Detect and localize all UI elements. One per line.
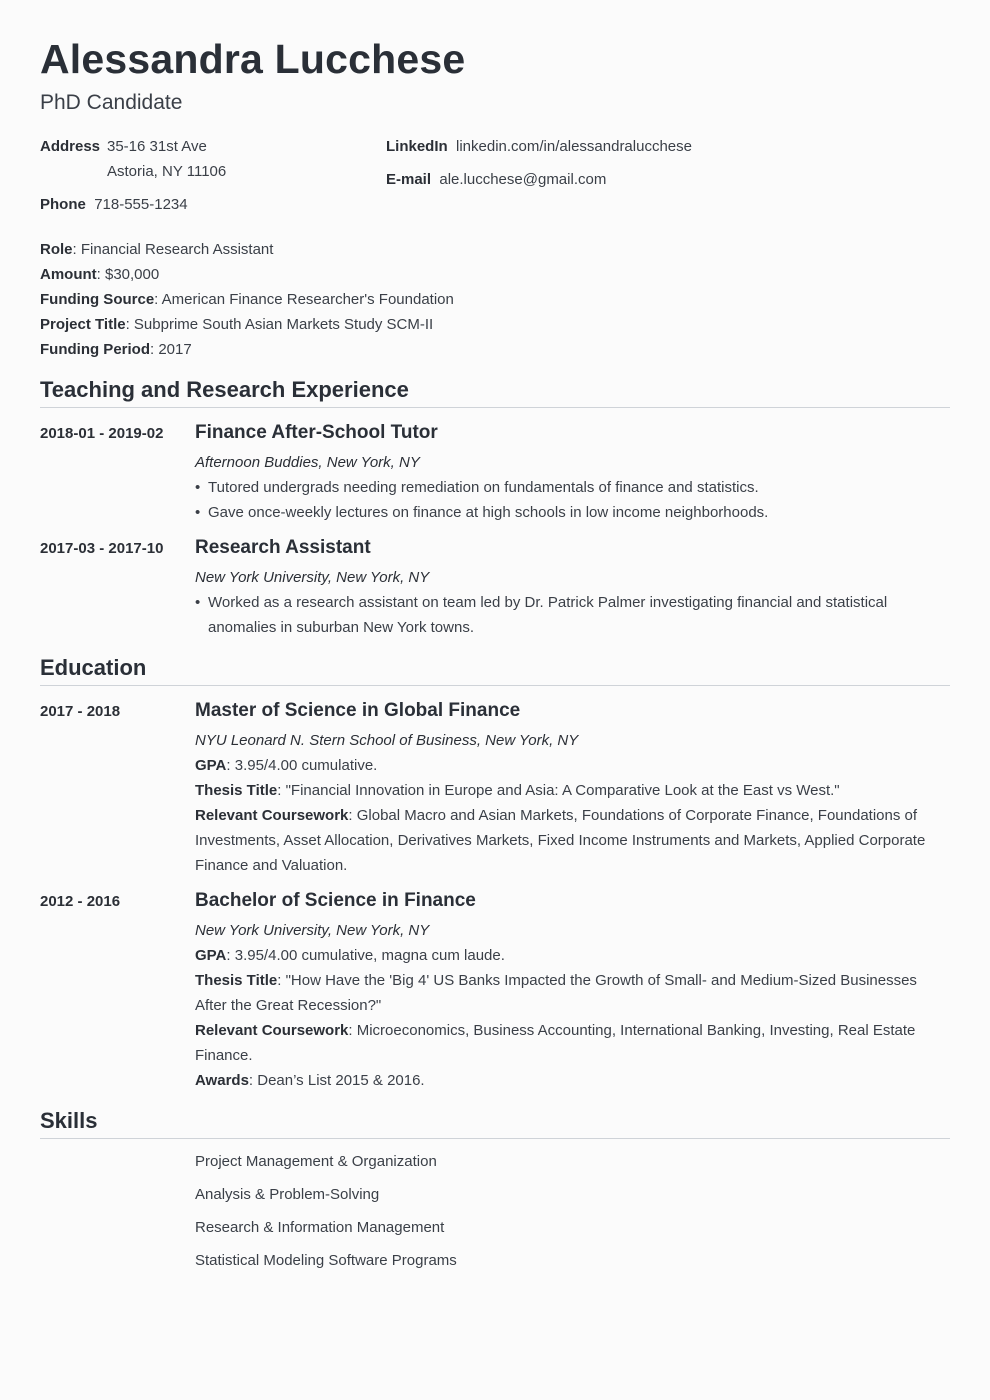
- skill-item: Project Management & Organization: [195, 1153, 437, 1170]
- education-detail: GPA: 3.95/4.00 cumulative.: [195, 757, 378, 774]
- phone-value: 718-555-1234: [94, 196, 188, 213]
- job-dates: 2017-03 - 2017-10: [40, 540, 164, 557]
- job-organization: New York University, New York, NY: [195, 569, 430, 586]
- education-details: [195, 753, 940, 878]
- job-organization: Afternoon Buddies, New York, NY: [195, 454, 420, 471]
- phone-block: [40, 192, 188, 217]
- candidate-name: Alessandra Lucchese: [40, 36, 466, 82]
- email-link[interactable]: ale.lucchese@gmail.com: [439, 171, 607, 188]
- phone-label: Phone: [40, 196, 86, 213]
- bullet-icon: •: [195, 594, 201, 611]
- education-detail: Relevant Coursework: Microeconomics, Business Accounting, International Banking, Investing, Real Estate Finance.: [195, 1022, 916, 1064]
- funding-label: Role: [40, 241, 73, 258]
- degree-title: Master of Science in Global Finance: [195, 700, 521, 721]
- job-bullet: [195, 475, 940, 500]
- education-dates: 2012 - 2016: [40, 893, 121, 910]
- funding-value: : Subprime South Asian Markets Study SCM-II: [125, 316, 434, 333]
- school-name: New York University, New York, NY: [195, 922, 430, 939]
- education-dates: 2017 - 2018: [40, 703, 121, 720]
- funding-label: Project Title: [40, 316, 126, 333]
- bullet-icon: •: [195, 479, 201, 496]
- funding-item: [40, 262, 159, 287]
- address-line2: Astoria, NY 11106: [107, 163, 227, 180]
- skills-heading: Skills: [40, 1108, 98, 1133]
- degree-title: Bachelor of Science in Finance: [195, 890, 476, 911]
- bullet-icon: •: [195, 504, 201, 521]
- section-divider: [40, 685, 950, 686]
- address-block: [40, 134, 100, 159]
- education-details: [195, 943, 940, 1093]
- email-label: E-mail: [386, 171, 432, 188]
- funding-item: [40, 237, 273, 262]
- address-line1: 35-16 31st Ave: [107, 138, 207, 155]
- experience-heading: Teaching and Research Experience: [40, 377, 409, 402]
- education-detail: Awards: Dean’s List 2015 & 2016.: [195, 1072, 425, 1089]
- linkedin-link[interactable]: linkedin.com/in/alessandralucchese: [456, 138, 692, 155]
- funding-value: : 2017: [150, 341, 192, 358]
- funding-value: : Financial Research Assistant: [72, 241, 274, 258]
- funding-label: Amount: [40, 266, 97, 283]
- linkedin-block: [386, 134, 692, 159]
- skill-item: Statistical Modeling Software Programs: [195, 1252, 457, 1269]
- education-detail: GPA: 3.95/4.00 cumulative, magna cum laude.: [195, 947, 505, 964]
- job-dates: 2018-01 - 2019-02: [40, 425, 164, 442]
- education-detail: Thesis Title: "Financial Innovation in Europe and Asia: A Comparative Look at the East vs West.": [195, 782, 840, 799]
- job-bullet: [195, 590, 940, 640]
- funding-item: [40, 337, 192, 362]
- education-detail: Relevant Coursework: Global Macro and Asian Markets, Foundations of Corporate Finance, Foundations of Investments, Asset Allocation, Derivatives Markets, Fixed Income Instruments and Markets, Applied Corporate Finance and Valuation.: [195, 807, 926, 874]
- funding-item: [40, 312, 433, 337]
- skill-item: Research & Information Management: [195, 1219, 445, 1236]
- job-bullet-text: Tutored undergrads needing remediation on fundamentals of finance and statistics.: [208, 479, 759, 496]
- funding-label: Funding Source: [40, 291, 155, 308]
- section-divider: [40, 407, 950, 408]
- job-bullet-text: Gave once-weekly lectures on finance at high schools in low income neighborhoods.: [208, 504, 769, 521]
- funding-item: [40, 287, 454, 312]
- funding-value: : American Finance Researcher's Foundation: [154, 291, 454, 308]
- education-heading: Education: [40, 655, 147, 680]
- education-detail: Thesis Title: "How Have the 'Big 4' US Banks Impacted the Growth of Small- and Medium-Sized Businesses After the Great Recession?": [195, 972, 917, 1014]
- funding-value: : $30,000: [96, 266, 160, 283]
- funding-label: Funding Period: [40, 341, 150, 358]
- email-block: [386, 167, 606, 192]
- candidate-title: PhD Candidate: [40, 91, 183, 114]
- job-bullet-text: Worked as a research assistant on team led by Dr. Patrick Palmer investigating financial and statistical anomalies in suburban New York towns.: [208, 594, 888, 636]
- address-label: Address: [40, 138, 101, 155]
- job-title: Finance After-School Tutor: [195, 422, 438, 443]
- job-bullet: [195, 500, 940, 525]
- job-title: Research Assistant: [195, 537, 371, 558]
- school-name: NYU Leonard N. Stern School of Business, New York, NY: [195, 732, 579, 749]
- skill-item: Analysis & Problem-Solving: [195, 1186, 380, 1203]
- linkedin-label: LinkedIn: [386, 138, 448, 155]
- section-divider: [40, 1138, 950, 1139]
